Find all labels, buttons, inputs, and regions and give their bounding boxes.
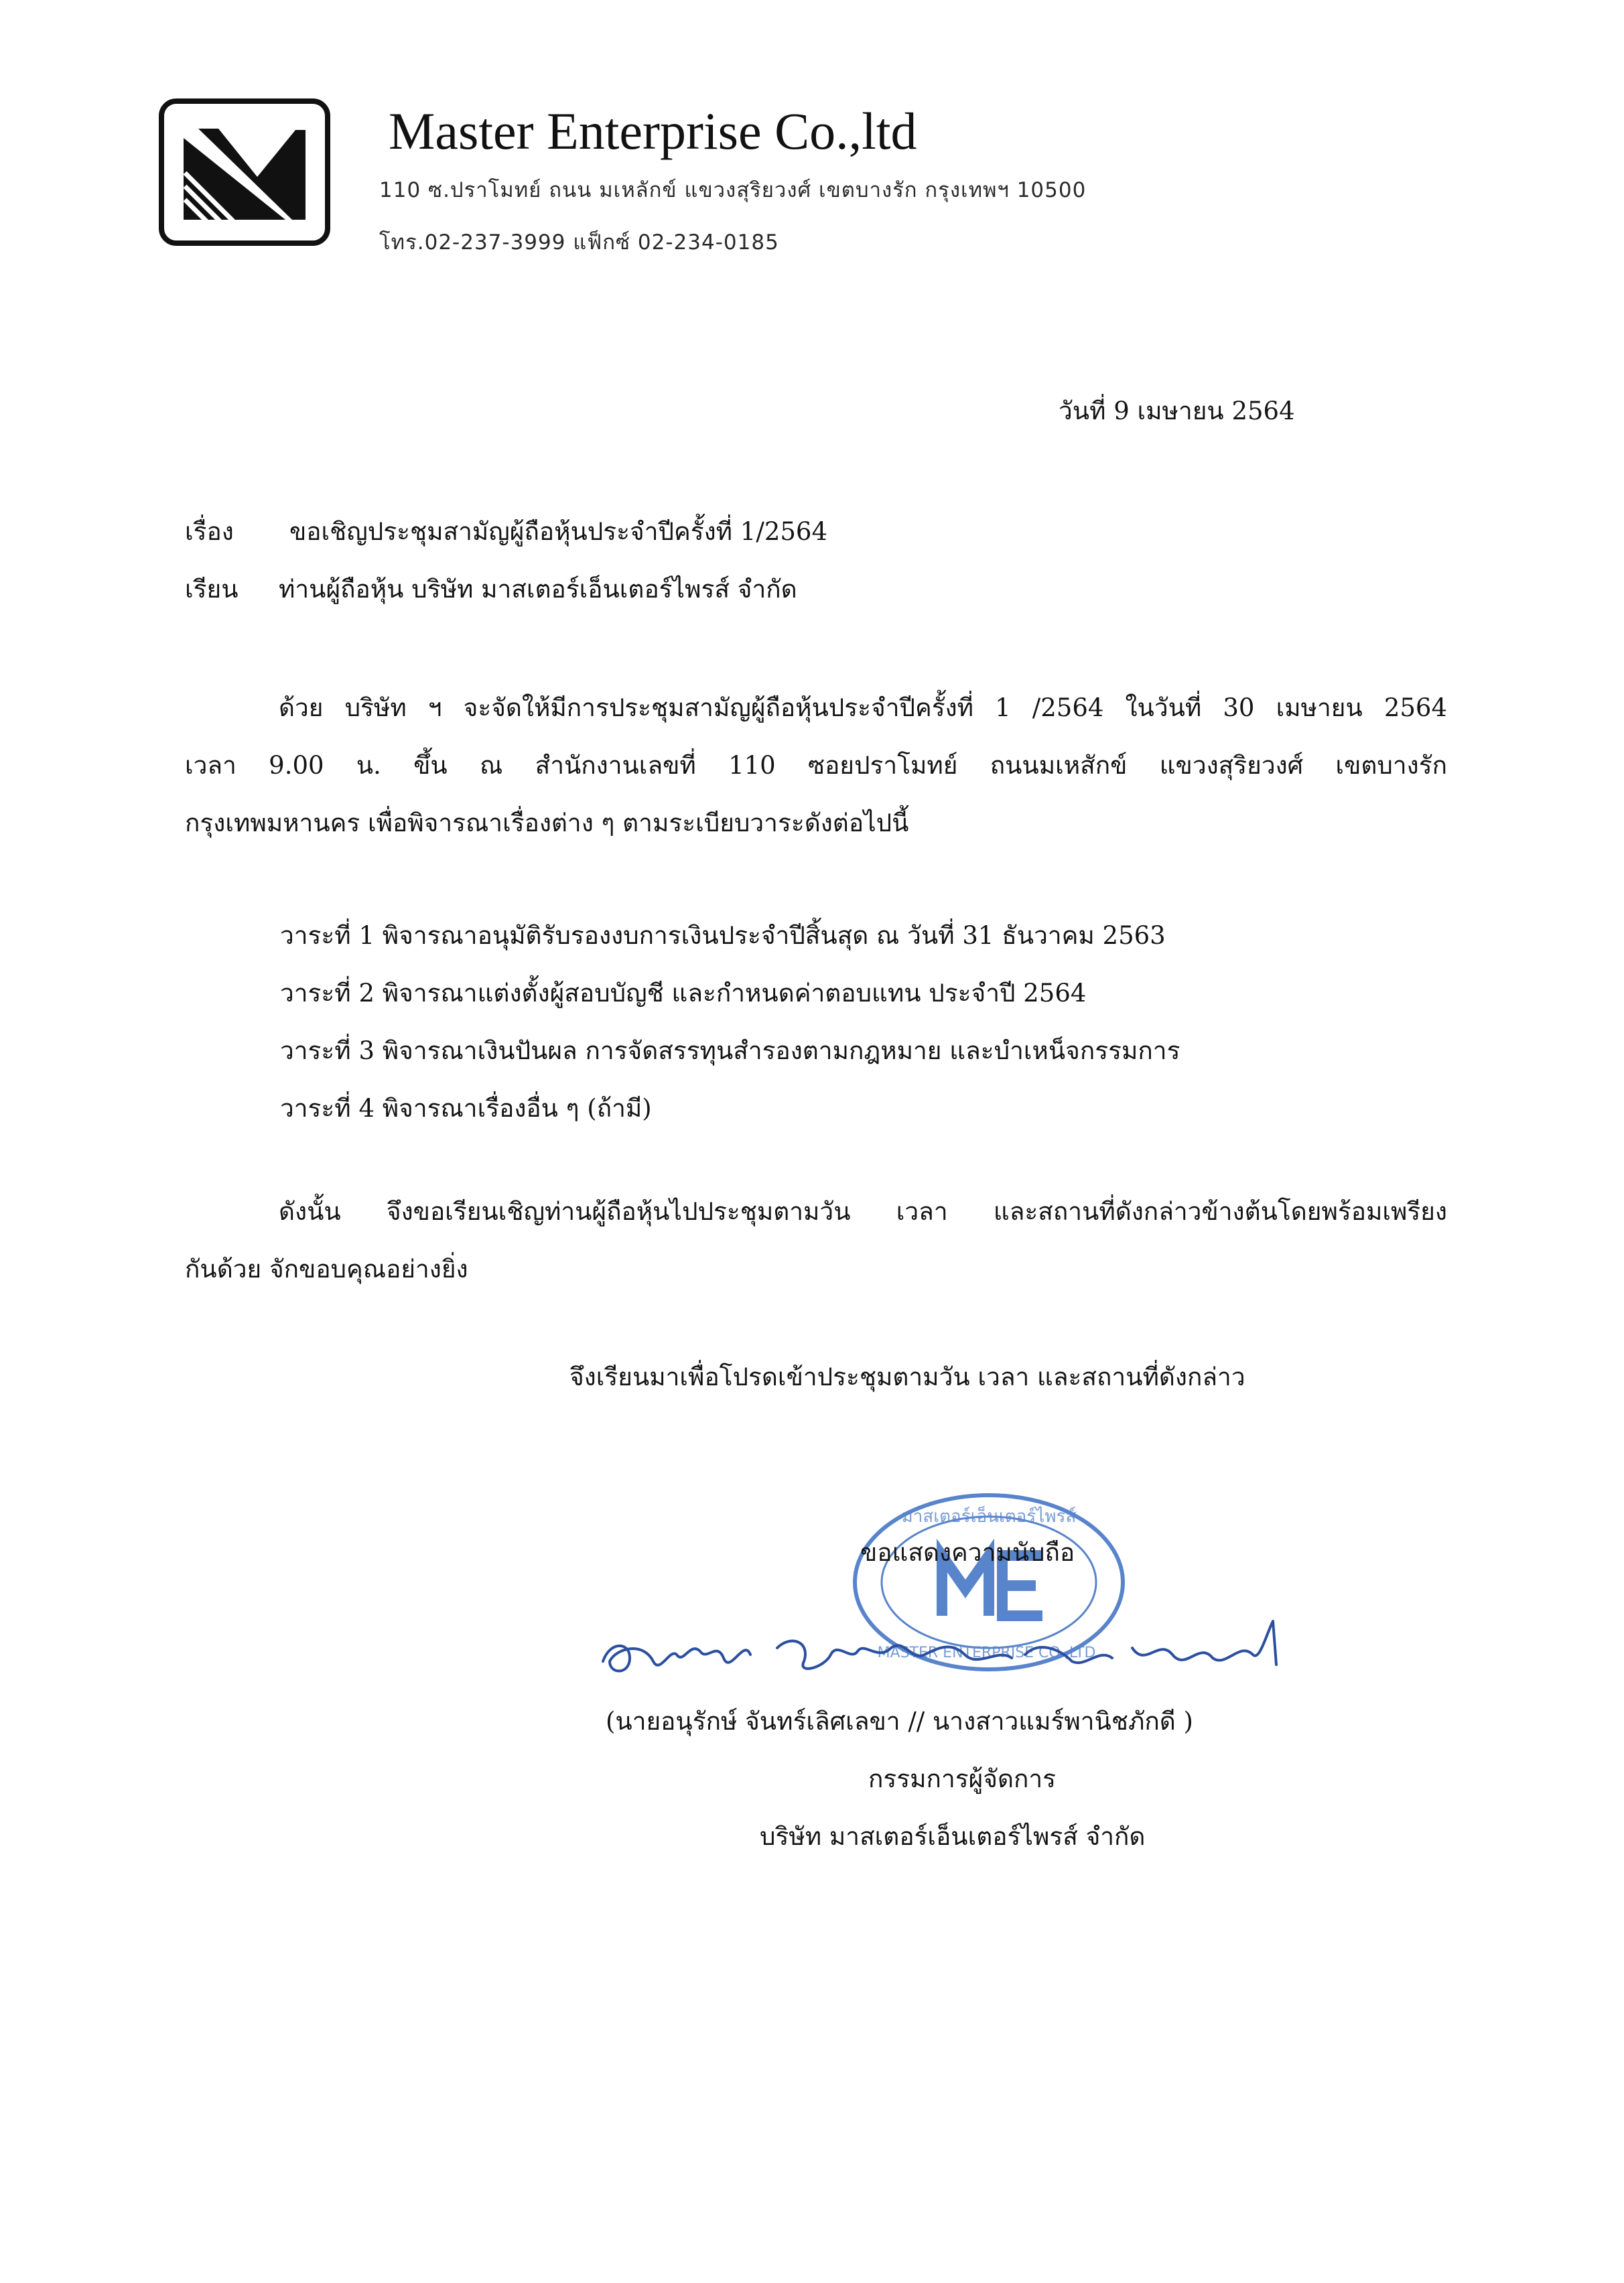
paragraph-line: กรุงเทพมหานคร เพื่อพิจารณาเรื่องต่าง ๆ ตามระเบียบวาระดังต่อไปนี้ [185,809,909,837]
signer-names: (นายอนุรักษ์ จันทร์เลิศเลขา // นางสาวแมร์พานิชภักดี ) [606,1707,1193,1736]
agenda-item: วาระที่ 2 พิจารณาแต่งตั้งผู้สอบบัญชี และกำหนดค่าตอบแทน ประจำปี 2564 [280,979,1087,1008]
closing-line: จึงเรียนมาเพื่อโปรดเข้าประชุมตามวัน เวลา และสถานที่ดังกล่าว [569,1363,1245,1391]
svg-text:MASTER ENTERPRISE CO.,LTD.: MASTER ENTERPRISE CO.,LTD. [877,1645,1101,1661]
agenda-list [280,907,1180,1137]
handwritten-signature-icon [590,1601,1300,1702]
paragraph-line: ด้วย บริษัท ฯ จะจัดให้มีการประชุมสามัญผู้ถือหุ้นประจำปีครั้งที่ 1 /2564 ในวันที่ 30 เมษายน 2564 [279,693,1447,722]
subject-text: ขอเชิญประชุมสามัญผู้ถือหุ้นประจำปีครั้งที่ 1/2564 [289,517,827,546]
body-paragraph-2 [185,1183,1447,1298]
company-logo-icon [158,98,331,247]
svg-text:มาสเตอร์เอ็นเตอร์ไพรส์: มาสเตอร์เอ็นเตอร์ไพรส์ [901,1507,1077,1527]
respect-closing: ขอแสดงความนับถือ [860,1538,1075,1567]
recipient-text: ท่านผู้ถือหุ้น บริษัท มาสเตอร์เอ็นเตอร์ไพรส์ จำกัด [279,575,797,604]
recipient-label: เรียน [185,575,239,604]
paragraph-line: กันด้วย จักขอบคุณอย่างยิ่ง [185,1255,468,1284]
body-paragraph-1 [185,679,1447,852]
paragraph-line: ดังนั้น จึงขอเรียนเชิญท่านผู้ถือหุ้นไปประชุมตามวัน เวลา และสถานที่ดังกล่าวข้างต้นโดยพร้อมเพรียง [279,1197,1447,1226]
subject-label: เรื่อง [185,517,234,546]
agenda-item: วาระที่ 4 พิจารณาเรื่องอื่น ๆ (ถ้ามี) [280,1094,652,1123]
signer-position: กรรมการผู้จัดการ [868,1765,1057,1793]
company-name: Master Enterprise Co.,ltd [389,102,917,160]
company-contact: โทร.02-237-3999 แฟ็กซ์ 02-234-0185 [379,230,779,255]
agenda-item: วาระที่ 3 พิจารณาเงินปันผล การจัดสรรทุนสำรองตามกฎหมาย และบำเหน็จกรรมการ [280,1036,1180,1065]
agenda-item: วาระที่ 1 พิจารณาอนุมัติรับรองงบการเงินประจำปีสิ้นสุด ณ วันที่ 31 ธันวาคม 2563 [280,921,1166,950]
paragraph-line: เวลา 9.00 น. ขึ้น ณ สำนักงานเลขที่ 110 ซอยปราโมทย์ ถนนมเหสักข์ แขวงสุริยวงศ์ เขตบางรัก [185,751,1447,780]
letter-date: วันที่ 9 เมษายน 2564 [1059,397,1295,425]
company-address: 110 ซ.ปราโมทย์ ถนน มเหลักข์ แขวงสุริยวงศ์ เขตบางรัก กรุงเทพฯ 10500 [379,178,1087,202]
signer-company: บริษัท มาสเตอร์เอ็นเตอร์ไพรส์ จำกัด [760,1822,1146,1851]
